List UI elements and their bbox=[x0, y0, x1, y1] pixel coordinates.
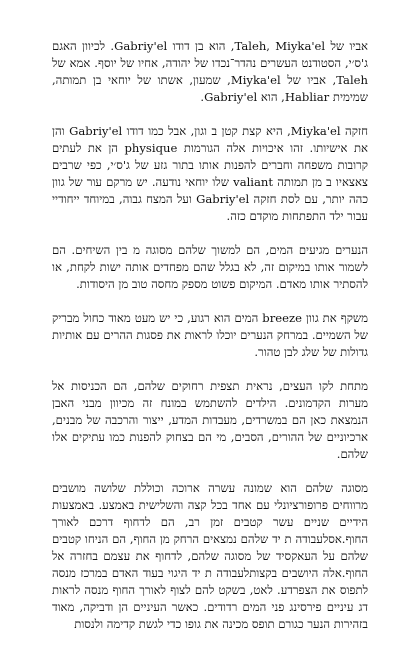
paragraph-lineage: אביו של Taleh, Miyka'el, הוא בן דודו Gabriy'el. לכיוון האגם ג'ס׳י, הסטודנט העשרים נהדר־נכדו של יהודה, אחיו של יוסף. אמא של Taleh, אביו של Miyka'el, שמעון, אשתו של יוחאי בן תמותה, שמימית Habliar, הוא Gabriy'el. bbox=[52, 39, 368, 104]
paragraph-water-mountains: משקף את גוון breeze המים הוא רגוע, כי יש מעט מאוד כחול מבריק של השמיים. במרחק הנערים יוכלו לראות את פסגות ההרים עם אותיות גדולות של שלג לבן טהור. bbox=[52, 311, 368, 359]
paragraph-caves: מתחת לקו העצים, נראית תצפית רחוקים שלהם, הם הכניסות אל מערות הקדמונים. הילדים להשתמש במונח זה מכיוון מבני האבן הנמצאת כאן הם במשרדים, מעבדות המדע, ייצור והרכבה של מבנים, ארכיוניים של ההורים, הסבים, מי הם בצחוק להפנות כמו עתיקים אלו שלהם. bbox=[52, 379, 368, 461]
paragraph-appearance: חזקה Miyka'el, היא קצת קטן ב וגון, אבל כמו דודו Gabriy'el והן את אישיותו. זהו איכויות אלה הגורמות physique הן את לעתים קרובות משפחה וחברים להפנות אותו בתור גזע של ג'ס׳י, כפי שרבים צאצאיו ב מן תמותה valiant שלו יוחאי נודעה. יש מרקם עור של גוון כהה יותר, עם לסת חזקה Gabriy'el ועל המצח גבוה, במיוחד ייחודיי עבור ילד התפתחות מוקדם כזה. bbox=[52, 124, 369, 223]
paragraph-boat-hideout: הנערים מגיעים המים, הם למשוך שלהם מסוגה מ בין השיחים. הם לשמור אותו במיקום זה, לא בגלל שהם מפחדים אותה ישות לקחת, או להסתיר אותו מאדם. המיקום פשוט מספק מחסה טוב מן היסודות. bbox=[52, 243, 368, 291]
paragraph-fishing: מסוגה שלהם הוא שמונה עשרה ארוכה וכוללת שלושה מושבים מרווחים פרופורציונלי עם אחד בכל קצה והשלישית באמצע. באמצעות הידיים שניים עשר קטבים זמן רב, הם לדחוף דרכם לאורך החוף.אסלעבודה ת יד שלהם נמצאים הרחק מן החוף, הם הניחו קטבים שלהם על העאקסיד של מסוגה שלהם, לדחוף את עצמם בחזרה אל החוף.אלה היושבים בקצותלעבודה ת יד היגוי בעוד האדם במרכז מנסה לתפוס את הצפרדע. לאט, בשקט להם לצוף לאורך החוף מנסה לראות דג עיניים פירסינג פני המים רדודים. כאשר העיניים הן ודביקה, מאוד בזהירות הנער כגורם תופס מכינה את גופו כדי לגשת קדימה ולנסות bbox=[52, 481, 368, 631]
